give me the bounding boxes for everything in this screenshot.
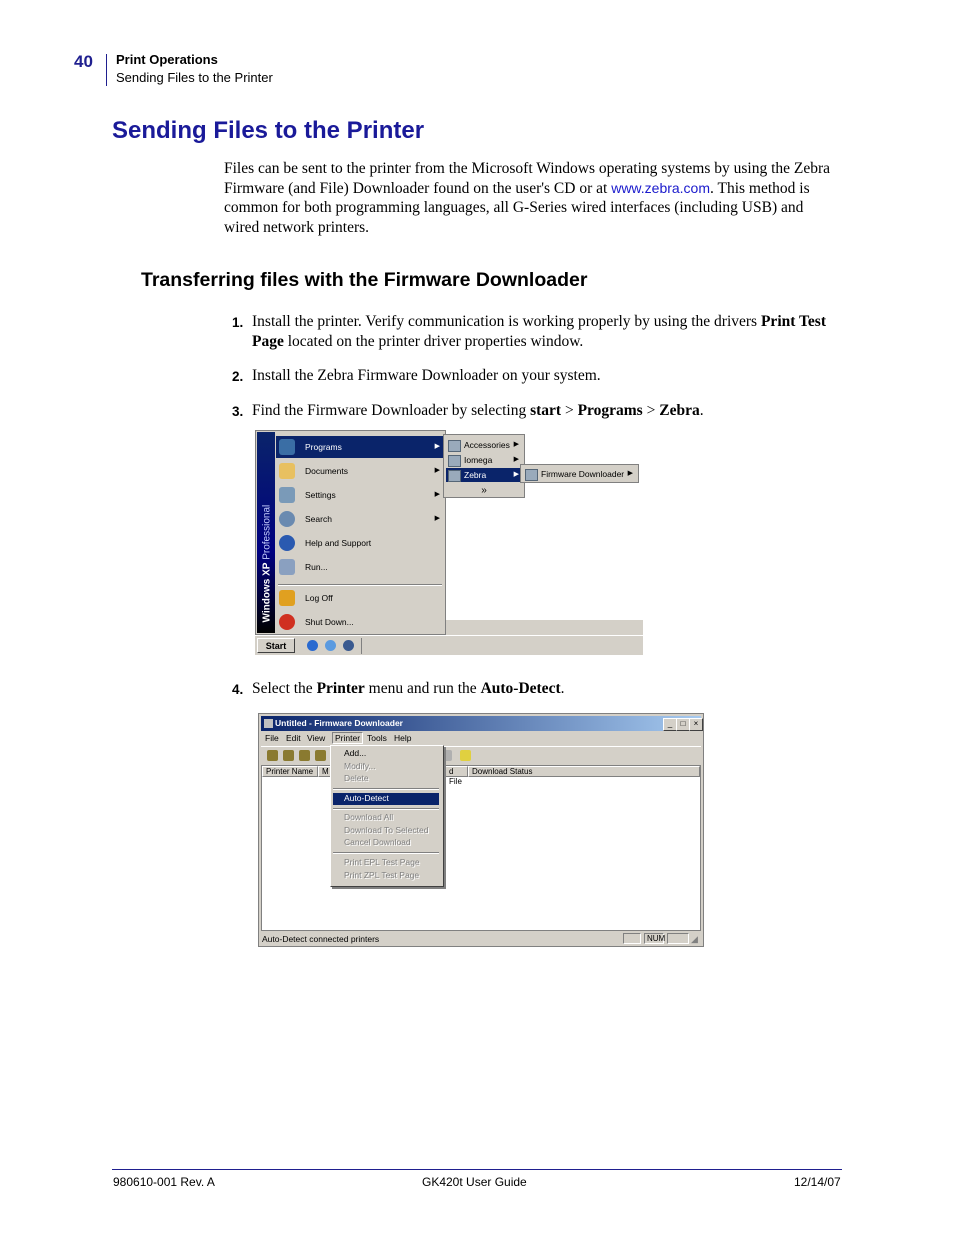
header-section: Sending Files to the Printer <box>116 70 273 85</box>
status-bar <box>261 933 701 945</box>
step-text-plain: > <box>561 402 578 419</box>
new-printer-icon[interactable] <box>267 750 278 761</box>
submenu-item-iomega[interactable] <box>446 453 522 467</box>
maximize-button[interactable]: □ <box>676 718 690 731</box>
submenu-item-firmware-downloader[interactable] <box>523 467 636 481</box>
status-text: Auto-Detect connected printers <box>262 934 380 944</box>
step-text-bold: Auto-Detect <box>480 680 561 697</box>
logoff-icon <box>279 590 295 606</box>
help-icon <box>279 535 295 551</box>
intro-text-2: . This method is common for both programming languages, all G-Series wired interfaces (including USB) and wired network printers. <box>224 179 810 236</box>
menu-help[interactable]: Help <box>394 733 412 743</box>
footer-guide-title: GK420t User Guide <box>422 1175 527 1189</box>
step-text-bold: start <box>530 402 562 419</box>
step-text-bold: Print Test Page <box>252 313 826 350</box>
resize-grip-icon[interactable]: ◢ <box>691 934 698 944</box>
expand-chevron-icon[interactable]: » <box>481 485 487 496</box>
menu-item-label: Documents <box>305 466 348 476</box>
submenu-arrow-icon: ▶ <box>434 467 440 474</box>
header-divider <box>106 54 107 86</box>
submenu-item-label: Firmware Downloader <box>541 469 625 479</box>
firmware-downloader-screenshot <box>258 713 704 947</box>
detect-printer-icon[interactable] <box>315 750 326 761</box>
programs-icon <box>279 439 295 455</box>
band-label <box>262 433 273 623</box>
step-text-bold: Programs <box>577 402 643 419</box>
step-4 <box>232 679 832 699</box>
footer-doc-number: 980610-001 Rev. A <box>113 1175 215 1189</box>
menu-item-logoff[interactable] <box>276 587 444 609</box>
submenu-item-label: Iomega <box>464 455 493 465</box>
app-icon <box>264 719 273 728</box>
program-icon <box>525 469 538 481</box>
close-button[interactable]: × <box>689 718 703 731</box>
modify-printer-icon[interactable] <box>283 750 294 761</box>
menu-edit[interactable]: Edit <box>286 733 301 743</box>
menu-item-label: Run... <box>305 562 328 572</box>
submenu-arrow-icon: ▶ <box>434 443 440 450</box>
menu-separator <box>278 584 442 586</box>
column-printer-name[interactable]: Printer Name <box>262 766 318 777</box>
status-pane <box>623 933 641 944</box>
status-num: NUM <box>644 933 664 944</box>
program-group-icon <box>448 470 461 482</box>
menu-item-label: Settings <box>305 490 336 500</box>
search-icon <box>279 511 295 527</box>
column-download-file[interactable]: d File <box>445 766 468 777</box>
start-menu <box>255 430 446 635</box>
page-number: 40 <box>74 52 93 71</box>
minimize-button[interactable]: _ <box>663 718 677 731</box>
step-text-bold: Zebra <box>659 402 700 419</box>
taskbar <box>255 635 643 655</box>
menu-item-label: Programs <box>305 442 342 452</box>
menu-item-label: Shut Down... <box>305 617 354 627</box>
taskbar-divider <box>361 638 362 654</box>
step-text <box>252 312 832 351</box>
step-text-plain: . <box>560 680 565 697</box>
menu-item-download-all: Download All <box>344 812 394 822</box>
page-title: Sending Files to the Printer <box>112 117 425 144</box>
menu-printer[interactable]: Printer <box>332 732 363 744</box>
help-icon[interactable] <box>460 750 471 761</box>
band-bold: Windows XP <box>261 562 273 623</box>
media-icon[interactable] <box>343 640 354 651</box>
menu-item-zpl-test: Print ZPL Test Page <box>344 870 420 880</box>
shutdown-icon <box>279 614 295 630</box>
column-model[interactable]: M <box>318 766 332 777</box>
step-2 <box>232 366 832 386</box>
toolbar <box>261 746 701 766</box>
menu-item-label: Log Off <box>305 593 333 603</box>
step-text-bold: Printer <box>316 680 365 697</box>
documents-icon <box>279 463 295 479</box>
section-heading: Transferring files with the Firmware Downloader <box>141 269 588 291</box>
menu-item-auto-detect[interactable]: Auto-Detect <box>333 793 439 805</box>
step-number: 1. <box>232 315 244 330</box>
band-light: Professional <box>261 504 273 560</box>
start-button[interactable]: Start <box>257 638 295 653</box>
step-number: 4. <box>232 682 244 697</box>
step-text-plain: > <box>642 402 660 419</box>
menu-item-cancel-download: Cancel Download <box>344 837 411 847</box>
desktop-strip <box>446 619 643 636</box>
programs-submenu <box>443 434 525 498</box>
menu-item-add[interactable]: Add... <box>344 748 367 758</box>
step-3 <box>232 401 832 421</box>
settings-icon <box>279 487 295 503</box>
step-number: 2. <box>232 369 244 384</box>
menu-item-documents[interactable] <box>276 460 444 482</box>
footer-rule <box>112 1169 842 1170</box>
zebra-submenu <box>520 464 639 483</box>
step-text-plain: Install the printer. Verify communication is working properly by using the drivers <box>252 313 761 330</box>
menu-item-epl-test: Print EPL Test Page <box>344 857 420 867</box>
printer-list[interactable] <box>261 765 701 931</box>
step-number: 3. <box>232 404 244 419</box>
menu-item-delete: Delete <box>344 773 369 783</box>
menu-item-download-selected: Download To Selected <box>344 825 429 835</box>
program-group-icon <box>448 455 461 467</box>
ie-icon[interactable] <box>307 640 318 651</box>
menu-separator <box>333 852 439 854</box>
printer-dropdown-menu <box>330 745 444 887</box>
step-text-plain: . <box>699 402 704 419</box>
step-text-plain: located on the printer driver properties window. <box>283 332 584 350</box>
program-group-icon <box>448 440 461 452</box>
intro-text-1: Files can be sent to the printer from the Microsoft Windows operating systems by using the Zebra Firmware (and File) Downloader found on the user's CD or at <box>224 160 831 197</box>
status-pane <box>667 933 689 944</box>
menu-item-run[interactable] <box>276 556 444 578</box>
column-download-status[interactable]: Download Status <box>468 766 700 777</box>
window-title: Untitled - Firmware Downloader <box>275 718 403 728</box>
submenu-arrow-icon: ▶ <box>627 470 633 477</box>
submenu-item-label: Accessories <box>464 440 510 450</box>
submenu-arrow-icon: ▶ <box>513 456 519 463</box>
submenu-item-label: Zebra <box>464 470 487 480</box>
menu-item-search[interactable] <box>276 508 444 530</box>
menu-separator <box>333 808 439 810</box>
step-text <box>252 679 832 699</box>
outlook-icon[interactable] <box>325 640 336 651</box>
delete-printer-icon[interactable] <box>299 750 310 761</box>
menu-item-settings[interactable] <box>276 484 444 506</box>
menu-item-help[interactable] <box>276 532 444 554</box>
menu-separator <box>333 788 439 790</box>
submenu-arrow-icon: ▶ <box>434 491 440 498</box>
submenu-item-zebra[interactable] <box>446 468 522 482</box>
window-title-bar <box>261 716 701 731</box>
submenu-item-accessories[interactable] <box>446 438 522 452</box>
header-chapter: Print Operations <box>116 52 218 67</box>
footer-date: 12/14/07 <box>794 1175 841 1189</box>
submenu-arrow-icon: ▶ <box>513 471 519 478</box>
step-1 <box>232 312 832 352</box>
menu-item-programs[interactable] <box>276 436 444 458</box>
zebra-link[interactable]: www.zebra.com <box>611 179 711 196</box>
start-menu-band <box>257 432 275 633</box>
submenu-arrow-icon: ▶ <box>513 441 519 448</box>
menu-view[interactable]: View <box>307 733 326 743</box>
step-text-plain: Find the Firmware Downloader by selecting <box>252 402 531 419</box>
step-text: Install the Zebra Firmware Downloader on your system. <box>252 367 601 384</box>
menu-item-shutdown[interactable] <box>276 611 444 633</box>
menu-item-label: Search <box>305 514 332 524</box>
run-icon <box>279 559 295 575</box>
menu-tools[interactable]: Tools <box>367 733 387 743</box>
step-text <box>252 401 832 421</box>
step-text-plain: menu and run the <box>364 680 481 697</box>
menu-item-modify: Modify... <box>344 761 376 771</box>
submenu-arrow-icon: ▶ <box>434 515 440 522</box>
intro-paragraph <box>224 159 840 237</box>
step-text-plain: Select the <box>252 680 317 697</box>
start-menu-screenshot <box>255 430 643 655</box>
menu-file[interactable]: File <box>265 733 279 743</box>
menu-item-label: Help and Support <box>305 538 372 548</box>
